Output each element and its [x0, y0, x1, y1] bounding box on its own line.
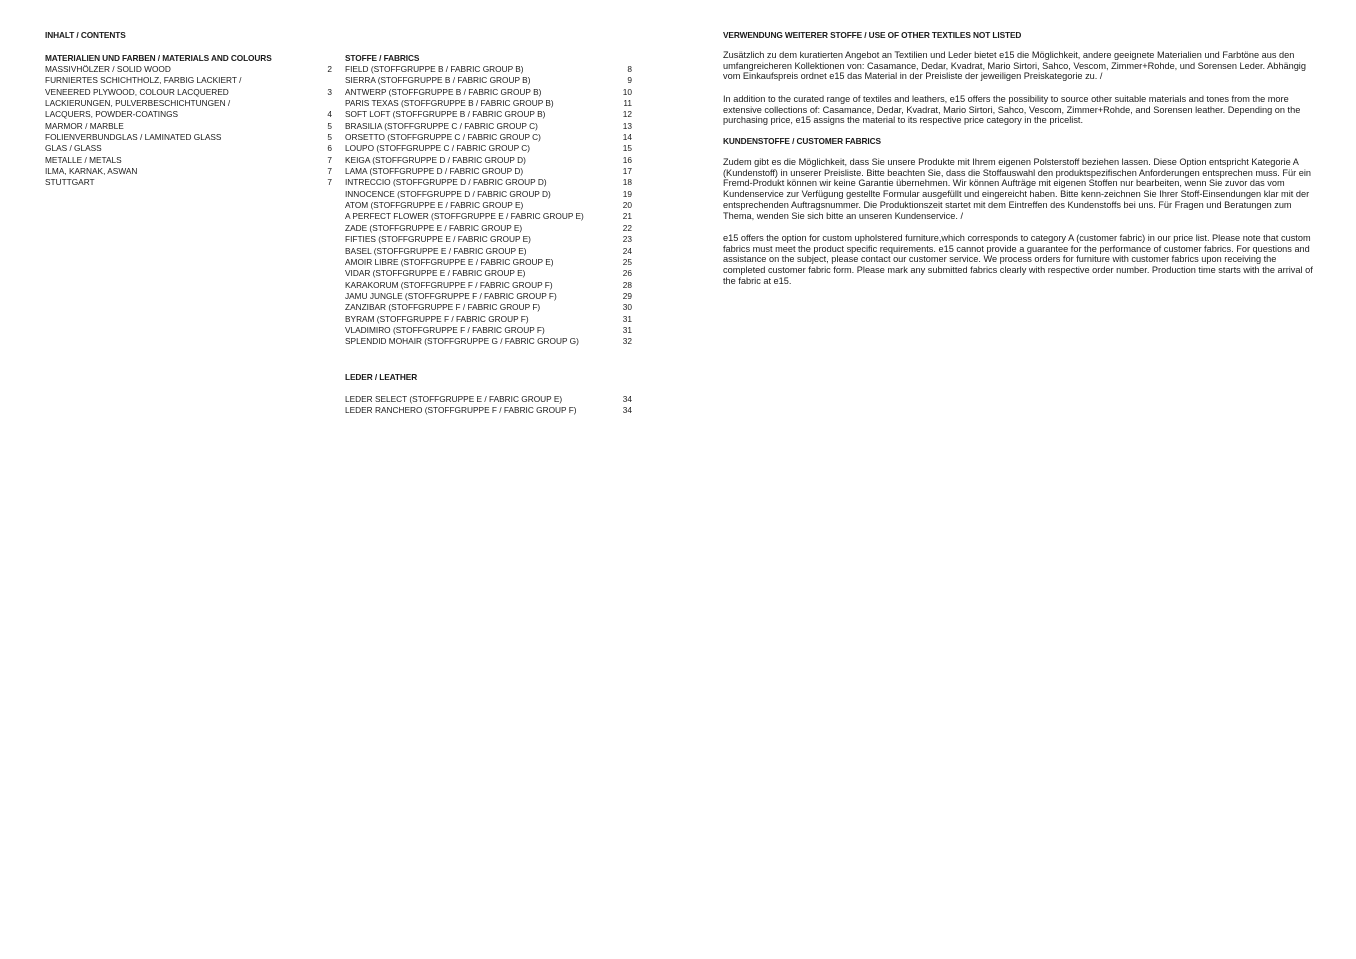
- fabrics-list: [345, 64, 635, 348]
- materials-heading: MATERIALIEN UND FARBEN / MATERIALS AND COLOURS: [45, 53, 272, 63]
- customer-fabrics-heading: KUNDENSTOFFE / CUSTOMER FABRICS: [723, 136, 881, 146]
- toc-entry: [345, 87, 635, 98]
- toc-entry-page-number: 31: [622, 324, 632, 335]
- toc-entry-page-number: 3: [327, 86, 332, 97]
- toc-entry-label: LEDER SELECT (STOFFGRUPPE E / FABRIC GROUP E): [345, 394, 563, 404]
- toc-entry: [345, 325, 635, 336]
- toc-entry-label: SIERRA (STOFFGRUPPE B / FABRIC GROUP B): [345, 75, 531, 86]
- toc-entry: [345, 98, 635, 109]
- toc-entry-label: FIFTIES (STOFFGRUPPE E / FABRIC GROUP E): [345, 234, 531, 245]
- toc-entry-page-number: 13: [622, 120, 632, 131]
- toc-entry: [345, 268, 635, 279]
- toc-entry: [345, 336, 635, 347]
- toc-entry-page-number: 22: [622, 222, 632, 233]
- toc-entry-page-number: 7: [327, 177, 332, 188]
- toc-entry-page-number: 23: [622, 234, 632, 245]
- toc-entry-label: AMOIR LIBRE (STOFFGRUPPE E / FABRIC GROUP E): [345, 256, 554, 267]
- other-textiles-paragraph-de: Zusätzlich zu dem kuratierten Angebot an Textilien und Leder bietet e15 die Möglichkeit, andere geeignete Materialien und Farbtöne aus den umfangreicheren Kollektionen von: Casamance, Dedar, Kvadrat, Mario Sirtori, Sahco, Vescom, Zimmer+Rohde, und Sorensen Leder. Abhängig vom Einkaufspreis ordnet e15 das Material in der Preisliste der jeweiligen Preiskategorie zu. /: [723, 50, 1306, 82]
- toc-entry-label: LEDER RANCHERO (STOFFGRUPPE F / FABRIC GROUP F): [345, 405, 577, 416]
- toc-entry-page-number: 9: [627, 75, 632, 86]
- toc-entry: [45, 177, 335, 188]
- toc-entry-page-number: 12: [622, 109, 632, 120]
- toc-entry-page-number: 6: [327, 143, 332, 154]
- toc-entry: [345, 302, 635, 313]
- leather-heading: LEDER / LEATHER: [345, 372, 418, 382]
- toc-entry: [345, 155, 635, 166]
- toc-entry-label: BYRAM (STOFFGRUPPE F / FABRIC GROUP F): [345, 313, 529, 324]
- toc-entry-label: LACKIERUNGEN, PULVERBESCHICHTUNGEN /: [45, 98, 231, 109]
- toc-entry-page-number: 19: [622, 188, 632, 199]
- toc-entry-label: ORSETTO (STOFFGRUPPE C / FABRIC GROUP C): [345, 132, 541, 143]
- toc-entry-label: VENEERED PLYWOOD, COLOUR LACQUERED: [45, 86, 229, 97]
- toc-entry: [345, 132, 635, 143]
- toc-entry-label: ZADE (STOFFGRUPPE E / FABRIC GROUP E): [345, 222, 523, 233]
- toc-entry: [45, 143, 335, 154]
- toc-entry-page-number: 11: [623, 98, 632, 109]
- toc-entry-page-number: 34: [622, 405, 632, 416]
- toc-entry: [345, 291, 635, 302]
- toc-entry-label: BASEL (STOFFGRUPPE E / FABRIC GROUP E): [345, 245, 527, 256]
- toc-entry-page-number: 29: [622, 290, 632, 301]
- toc-entry-page-number: 16: [622, 154, 632, 165]
- toc-entry-page-number: 28: [622, 279, 632, 290]
- toc-entry: [345, 314, 635, 325]
- toc-entry-page-number: 10: [622, 86, 632, 97]
- toc-entry: [345, 75, 635, 86]
- toc-entry-label: LOUPO (STOFFGRUPPE C / FABRIC GROUP C): [345, 143, 531, 154]
- toc-entry: [345, 405, 635, 416]
- toc-entry: [345, 109, 635, 120]
- toc-entry: [45, 121, 335, 132]
- toc-entry: [345, 121, 635, 132]
- toc-entry: [345, 234, 635, 245]
- toc-entry-page-number: 8: [627, 64, 632, 74]
- toc-entry: [45, 155, 335, 166]
- toc-entry: [345, 177, 635, 188]
- toc-entry-label: ILMA, KARNAK, ASWAN: [45, 166, 138, 177]
- leather-list: [345, 394, 635, 417]
- toc-entry: [345, 257, 635, 268]
- toc-entry-label: ZANZIBAR (STOFFGRUPPE F / FABRIC GROUP F): [345, 302, 541, 313]
- toc-entry-label: MASSIVHÖLZER / SOLID WOOD: [45, 64, 171, 74]
- toc-entry-label: PARIS TEXAS (STOFFGRUPPE B / FABRIC GROUP B): [345, 98, 554, 109]
- toc-entry: [345, 280, 635, 291]
- toc-entry-label: STUTTGART: [45, 177, 95, 188]
- toc-entry-label: METALLE / METALS: [45, 154, 122, 165]
- toc-entry: [45, 109, 335, 120]
- toc-entry: [345, 166, 635, 177]
- toc-entry-label: LAMA (STOFFGRUPPE D / FABRIC GROUP D): [345, 166, 524, 177]
- toc-entry-page-number: 5: [327, 132, 332, 143]
- customer-fabrics-paragraph-de: Zudem gibt es die Möglichkeit, dass Sie unsere Produkte mit Ihrem eigenen Polsterstoff beziehen lassen. Diese Option entspricht Kategorie A (Kundenstoff) in unserer Preisliste. Bitte beachten Sie, dass die Stoffauswahl den produktspezifischen Anforderungen entsprechen muss. Für ein Fremd-Produkt können wir keine Garantie übernehmen. Wir können Aufträge mit eigenen Stoffen nur bearbeiten, wenn Sie zuvor das vom Kundenservice zur Verfügung gestellte Formular ausgefüllt und eingereicht haben. Bitte kenn-zeichnen Sie Ihrer Stoff-Einsendungen klar mit der entsprechenden Auftragsnummer. Die Produktionszeit startet mit dem Eintreffen des Kundenstoffs bei uns. Für Fragen und Beratungen zum Thema, wenden Sie sich bitte an unseren Kundenservice. /: [723, 157, 1312, 221]
- customer-fabrics-paragraph-en: e15 offers the option for custom upholstered furniture,which corresponds to category A (customer fabric) in our price list. Please note that custom fabrics must meet the product specific requirements. e15 cannot provide a guarantee for the performance of customer fabrics. For questions and assistance on the subject, please contact our customer service. We process orders for furniture with customer fabrics upon receiving the completed customer fabric form. Please mark any submitted fabrics clearly with respective order number. Production time starts with the arrival of the fabric at e15.: [723, 233, 1313, 286]
- toc-entry-label: SOFT LOFT (STOFFGRUPPE B / FABRIC GROUP B): [345, 109, 546, 120]
- toc-entry-label: BRASILIA (STOFFGRUPPE C / FABRIC GROUP C): [345, 120, 538, 131]
- toc-entry: [45, 64, 335, 75]
- toc-entry: [345, 64, 635, 75]
- toc-entry: [45, 87, 335, 98]
- toc-entry-page-number: 30: [622, 302, 632, 313]
- toc-entry-page-number: 17: [622, 166, 632, 177]
- toc-entry-page-number: 2: [327, 64, 332, 74]
- toc-entry-page-number: 34: [622, 394, 632, 404]
- toc-entry-page-number: 20: [622, 200, 632, 211]
- fabrics-heading: STOFFE / FABRICS: [345, 53, 420, 63]
- other-textiles-paragraph-en: In addition to the curated range of textiles and leathers, e15 offers the possibility to source other suitable materials and tones from the more extensive collections of: Casamance, Dedar, Kvadrat, Mario Sirtori, Sahco, Vescom, Zimmer+Rohde, and Sorensen leather. Depending on the purchasing price, e15 assigns the material to its respective price category in the pricelist.: [723, 94, 1301, 126]
- toc-entry-label: SPLENDID MOHAIR (STOFFGRUPPE G / FABRIC GROUP G): [345, 336, 579, 347]
- toc-entry-label: LACQUERS, POWDER-COATINGS: [45, 109, 179, 120]
- toc-entry: [345, 143, 635, 154]
- toc-entry: [45, 132, 335, 143]
- toc-entry-label: FOLIENVERBUNDGLAS / LAMINATED GLASS: [45, 132, 222, 143]
- toc-entry: [45, 75, 335, 86]
- toc-entry-page-number: 26: [622, 268, 632, 279]
- toc-entry-page-number: 4: [327, 109, 332, 120]
- toc-heading: INHALT / CONTENTS: [45, 30, 126, 40]
- materials-list: [45, 64, 335, 189]
- toc-entry: [345, 200, 635, 211]
- toc-entry: [345, 223, 635, 234]
- toc-entry-page-number: 32: [622, 336, 632, 347]
- toc-entry-page-number: 18: [622, 177, 632, 188]
- toc-entry: [45, 98, 335, 109]
- toc-entry-label: MARMOR / MARBLE: [45, 120, 124, 131]
- toc-entry-page-number: 31: [622, 313, 632, 324]
- toc-entry-label: JAMU JUNGLE (STOFFGRUPPE F / FABRIC GROUP F): [345, 290, 557, 301]
- toc-entry-page-number: 5: [327, 120, 332, 131]
- toc-entry-label: KARAKORUM (STOFFGRUPPE F / FABRIC GROUP F): [345, 279, 553, 290]
- toc-entry-label: ATOM (STOFFGRUPPE E / FABRIC GROUP E): [345, 200, 524, 211]
- toc-entry-label: ANTWERP (STOFFGRUPPE B / FABRIC GROUP B): [345, 86, 542, 97]
- other-textiles-heading: VERWENDUNG WEITERER STOFFE / USE OF OTHER TEXTILES NOT LISTED: [723, 30, 1022, 40]
- toc-entry-page-number: 15: [622, 143, 632, 154]
- toc-entry: [345, 211, 635, 222]
- toc-entry: [345, 394, 635, 405]
- toc-entry-label: KEIGA (STOFFGRUPPE D / FABRIC GROUP D): [345, 154, 526, 165]
- toc-entry-page-number: 7: [327, 166, 332, 177]
- toc-entry-label: A PERFECT FLOWER (STOFFGRUPPE E / FABRIC GROUP E): [345, 211, 584, 222]
- toc-entry: [45, 166, 335, 177]
- toc-entry-page-number: 14: [622, 132, 632, 143]
- toc-entry-label: INNOCENCE (STOFFGRUPPE D / FABRIC GROUP D): [345, 188, 551, 199]
- toc-entry-page-number: 7: [327, 154, 332, 165]
- toc-entry-label: FURNIERTES SCHICHTHOLZ, FARBIG LACKIERT /: [45, 75, 242, 86]
- toc-entry-label: VLADIMIRO (STOFFGRUPPE F / FABRIC GROUP F): [345, 324, 545, 335]
- toc-entry-page-number: 21: [622, 211, 632, 222]
- toc-entry-page-number: 25: [622, 256, 632, 267]
- toc-entry-label: INTRECCIO (STOFFGRUPPE D / FABRIC GROUP D): [345, 177, 547, 188]
- toc-entry-label: FIELD (STOFFGRUPPE B / FABRIC GROUP B): [345, 64, 524, 74]
- toc-entry: [345, 246, 635, 257]
- toc-entry: [345, 189, 635, 200]
- toc-entry-page-number: 24: [622, 245, 632, 256]
- toc-entry-label: VIDAR (STOFFGRUPPE E / FABRIC GROUP E): [345, 268, 526, 279]
- toc-entry-label: GLAS / GLASS: [45, 143, 102, 154]
